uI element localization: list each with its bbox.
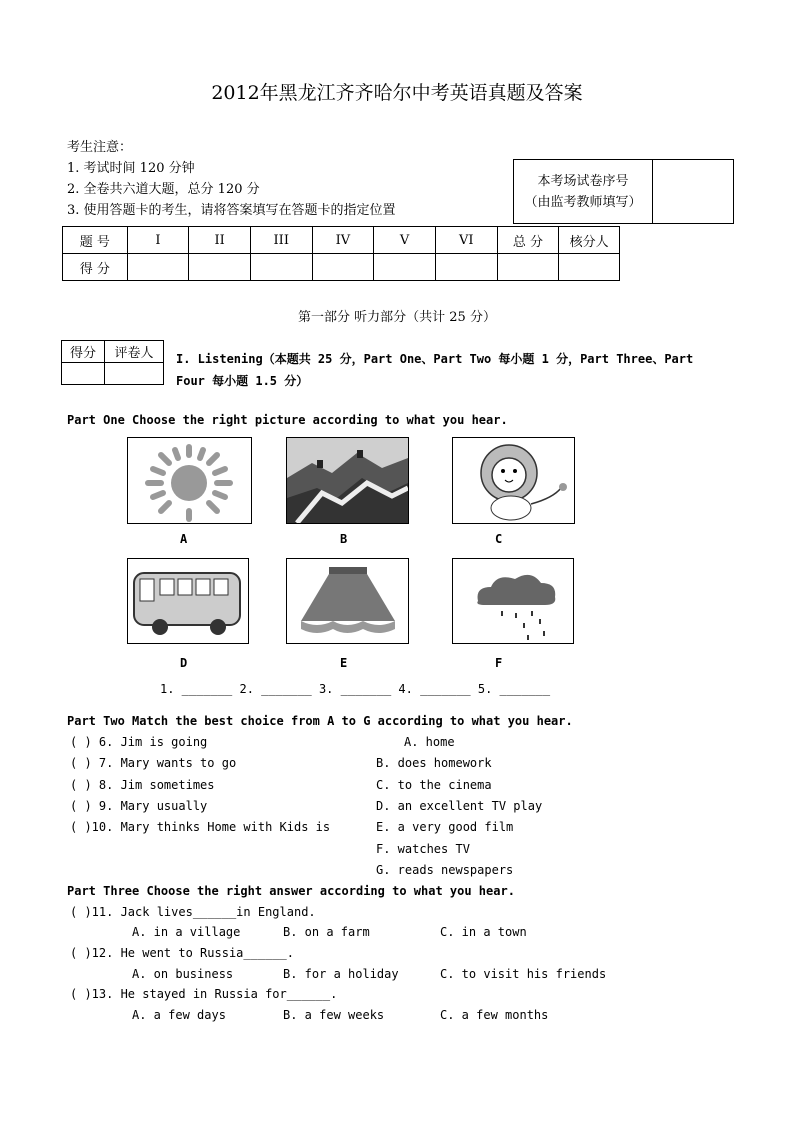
q13-option-a[interactable]: A. a few days [132,1008,226,1022]
picture-f-label: F [495,656,503,670]
score-cell[interactable] [127,254,189,281]
notice-item: 3. 使用答题卡的考生，请将答案填写在答题卡的指定位置 [67,203,396,218]
grader-name-label: 评卷人 [105,341,164,363]
score-table [62,226,620,281]
grader-name-cell[interactable] [105,363,164,385]
notice-item: 1. 考试时间 120 分钟 [67,161,195,176]
score-header: 核分人 [559,227,620,254]
question-12[interactable]: ( )12. He went to Russia______. [70,946,294,960]
picture-e-label: E [340,656,348,670]
score-cell[interactable] [189,254,251,281]
question-8[interactable]: ( ) 8. Jim sometimes [70,778,215,792]
q12-option-b[interactable]: B. for a holiday [283,967,399,981]
section-heading: 第一部分 听力部分（共计 25 分） [298,310,496,325]
sun-icon [128,438,251,523]
seat-box-note: （由监考教师填写） [524,194,642,210]
score-header: II [189,227,251,254]
skirt-icon [287,559,408,643]
picture-d[interactable] [127,558,249,644]
score-header: VI [435,227,497,254]
choice-b: B. does homework [376,756,492,770]
notice-heading: 考生注意： [67,140,133,155]
score-cell[interactable] [312,254,374,281]
score-header: III [250,227,312,254]
page-title: 2012年黑龙江齐齐哈尔中考英语真题及答案 [211,82,583,104]
picture-e[interactable] [286,558,409,644]
score-header: 总 分 [497,227,559,254]
q12-option-c[interactable]: C. to visit his friends [440,967,607,981]
choice-f: F. watches TV [376,842,470,856]
choice-g: G. reads newspapers [376,863,514,877]
score-header: IV [312,227,374,254]
score-cell[interactable] [435,254,497,281]
picture-c[interactable] [452,437,575,524]
choice-a: A. home [404,735,455,749]
q11-option-a[interactable]: A. in a village [132,925,241,939]
picture-d-label: D [180,656,188,670]
seat-box-label: 本考场试卷序号 [537,173,629,189]
question-9[interactable]: ( ) 9. Mary usually [70,799,208,813]
score-header: 题 号 [63,227,128,254]
score-row-label: 得 分 [63,254,128,281]
q12-option-a[interactable]: A. on business [132,967,234,981]
grader-box [61,340,164,385]
q11-option-b[interactable]: B. on a farm [283,925,370,939]
lion-icon [453,438,574,523]
grader-score-label: 得分 [62,341,105,363]
bus-icon [128,559,248,643]
score-header: V [374,227,436,254]
score-cell[interactable] [250,254,312,281]
part-one-answer-blanks[interactable]: 1. _______ 2. _______ 3. _______ 4. _______ 5. _______ [160,682,551,696]
question-11[interactable]: ( )11. Jack lives______in England. [70,905,316,919]
great-wall-icon [287,438,408,523]
notice-item: 2. 全卷共六道大题，总分 120 分 [67,182,260,197]
score-cell[interactable] [374,254,436,281]
question-6[interactable]: ( ) 6. Jim is going [70,735,208,749]
picture-f[interactable] [452,558,574,644]
picture-b[interactable] [286,437,409,524]
rain-cloud-icon [453,559,573,643]
choice-c: C. to the cinema [376,778,492,792]
choice-d: D. an excellent TV play [376,799,543,813]
question-13[interactable]: ( )13. He stayed in Russia for______. [70,987,338,1001]
picture-a[interactable] [127,437,252,524]
score-header: I [127,227,189,254]
q11-option-c[interactable]: C. in a town [440,925,527,939]
picture-c-label: C [495,532,503,546]
score-cell[interactable] [497,254,559,281]
question-7[interactable]: ( ) 7. Mary wants to go [70,756,237,770]
picture-b-label: B [340,532,348,546]
part-three-heading: Part Three Choose the right answer according to what you hear. [67,884,515,898]
part-one-heading: Part One Choose the right picture according to what you hear. [67,413,508,427]
listening-instructions: I. Listening（本题共 25 分，Part One、Part Two 每小题 1 分，Part Three、Part [176,352,694,366]
picture-a-label: A [180,532,188,546]
question-10[interactable]: ( )10. Mary thinks Home with Kids is [70,820,331,834]
score-cell[interactable] [559,254,620,281]
seat-number-field[interactable] [653,160,734,224]
part-two-heading: Part Two Match the best choice from A to G according to what you hear. [67,714,573,728]
seat-number-box [513,159,734,224]
choice-e: E. a very good film [376,820,514,834]
q13-option-b[interactable]: B. a few weeks [283,1008,385,1022]
q13-option-c[interactable]: C. a few months [440,1008,549,1022]
listening-instructions-cont: Four 每小题 1.5 分） [176,374,309,388]
grader-score-cell[interactable] [62,363,105,385]
